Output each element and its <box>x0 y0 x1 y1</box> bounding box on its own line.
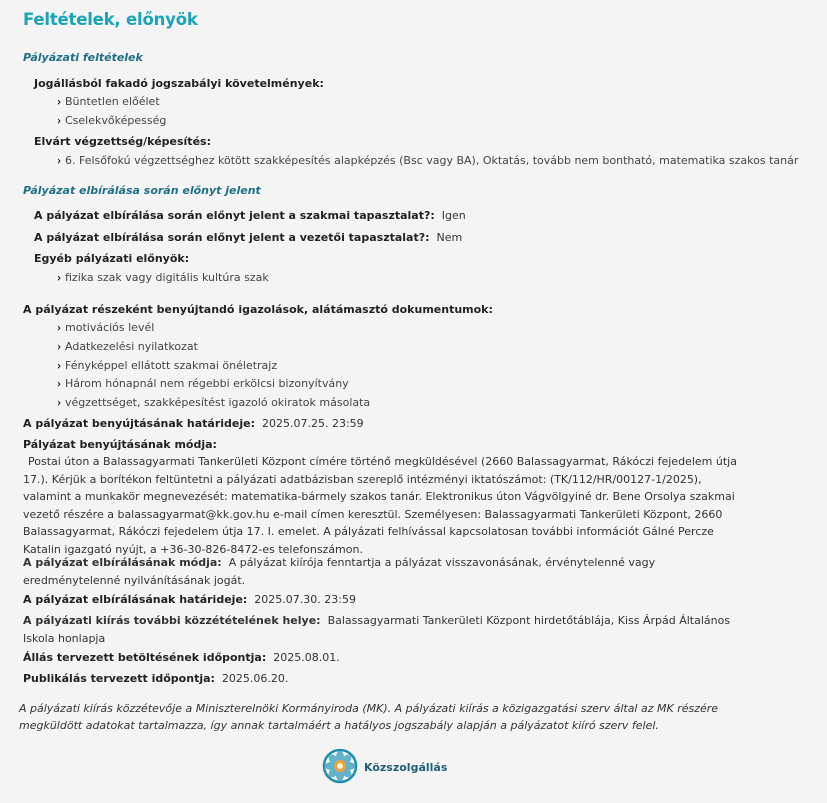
submission-deadline-row: A pályázat benyújtásának határideje: 2025.07.25. 23:59 <box>23 417 364 430</box>
list-item: › fizika szak vagy digitális kultúra szak <box>57 271 269 285</box>
professional-experience-row: A pályázat elbírálása során előnyt jelent a szakmai tapasztalat?: Igen <box>34 209 466 222</box>
chevron-right-icon: › <box>57 378 62 391</box>
page-title: Feltételek, előnyök <box>23 10 198 29</box>
kozszolgallas-emblem-icon <box>322 748 358 787</box>
legal-requirements-label: Jogállásból fakadó jogszabályi követelmények: <box>34 77 324 90</box>
chevron-right-icon: › <box>57 115 62 128</box>
publisher-disclaimer: A pályázati kiírás közzétevője a Miniszterelnöki Kormányiroda (MK). A pályázati kiírás a közigazgatási szerv által az MK részére megküldött adatokat tartalmazza, így annak tartalmáért a hatályos jogszabály alapján a pályázatot kiíró szerv felel. <box>19 702 719 732</box>
chevron-right-icon: › <box>57 397 62 410</box>
chevron-right-icon: › <box>57 322 62 335</box>
submission-method-text: Postai úton a Balassagyarmati Tankerületi Központ címére történő megküldésével (2660 Balassagyarmat, Rákóczi fejedelem útja 17.). Kérjük a borítékon feltüntetni a pályázati adatbázisban szereplő intézményi iktatószámot: (TK/112/HR/00127-1/2025), valamint a munkakör megnevezését: matematika-bármely szakos tanár. Elektronikus úton Vágvölgyiné dr. Bene Orsolya szakmai vezető részére a balassagyarmat@kk.gov.hu e-mail címen keresztül. Személyesen: Balassagyarmati Tankerületi Központ, 2660 Balassagyarmat, Rákóczi fejedelem útja 17. I. emelet. A pályázati felhívással kapcsolatosan további információt Gálné Percze Katalin igazgató nyújt, a +36-30-826-8472-es telefonszámon. <box>23 455 737 556</box>
list-item: › 6. Felsőfokú végzettséghez kötött szakképesítés alapképzés (Bsc vagy BA), Oktatás, tovább nem bontható, matematika szakos tanár <box>57 154 799 168</box>
publish-date-row: Publikálás tervezett időpontja: 2025.06.20. <box>23 672 289 685</box>
list-item: › végzettséget, szakképesítést igazoló okiratok másolata <box>57 396 371 410</box>
managerial-experience-row: A pályázat elbírálása során előnyt jelent a vezetői tapasztalat?: Nem <box>34 231 463 244</box>
list-item: › Fényképpel ellátott szakmai önéletrajz <box>57 359 278 373</box>
list-item: › motivációs levél <box>57 321 155 335</box>
evaluation-method-row: A pályázat elbírálásának módja: A pályázat kiírója fenntartja a pályázat visszavonásának, érvénytelenné vagy eredménytelenné nyilvánításának jogát. <box>23 556 656 587</box>
publication-place-row: A pályázati kiírás további közzétételének helye: Balassagyarmati Tankerületi Központ hirdetőtáblája, Kiss Árpád Általános Iskola honlapja <box>23 614 731 645</box>
submission-method-label: Pályázat benyújtásának módja: <box>23 438 217 451</box>
evaluation-deadline-row: A pályázat elbírálásának határideje: 2025.07.30. 23:59 <box>23 593 356 606</box>
chevron-right-icon: › <box>57 360 62 373</box>
chevron-right-icon: › <box>57 341 62 354</box>
other-advantages-label: Egyéb pályázati előnyök: <box>34 252 190 265</box>
education-label: Elvárt végzettség/képesítés: <box>34 135 211 148</box>
requirements-heading: Pályázati feltételek <box>23 51 143 64</box>
start-date-row: Állás tervezett betöltésének időpontja: 2025.08.01. <box>23 651 340 664</box>
list-item: › Büntetlen előélet <box>57 95 160 109</box>
chevron-right-icon: › <box>57 96 62 109</box>
documents-label: A pályázat részeként benyújtandó igazolások, alátámasztó dokumentumok: <box>23 303 493 316</box>
list-item: › Cselekvőképesség <box>57 114 167 128</box>
list-item: › Három hónapnál nem régebbi erkölcsi bizonyítvány <box>57 377 349 391</box>
chevron-right-icon: › <box>57 272 62 285</box>
list-item: › Adatkezelési nyilatkozat <box>57 340 198 354</box>
chevron-right-icon: › <box>57 155 62 168</box>
kozszolgallas-logo[interactable] <box>322 748 447 787</box>
logo-text: Közszolgállás <box>364 761 448 774</box>
advantages-heading: Pályázat elbírálása során előnyt jelent <box>23 184 261 197</box>
